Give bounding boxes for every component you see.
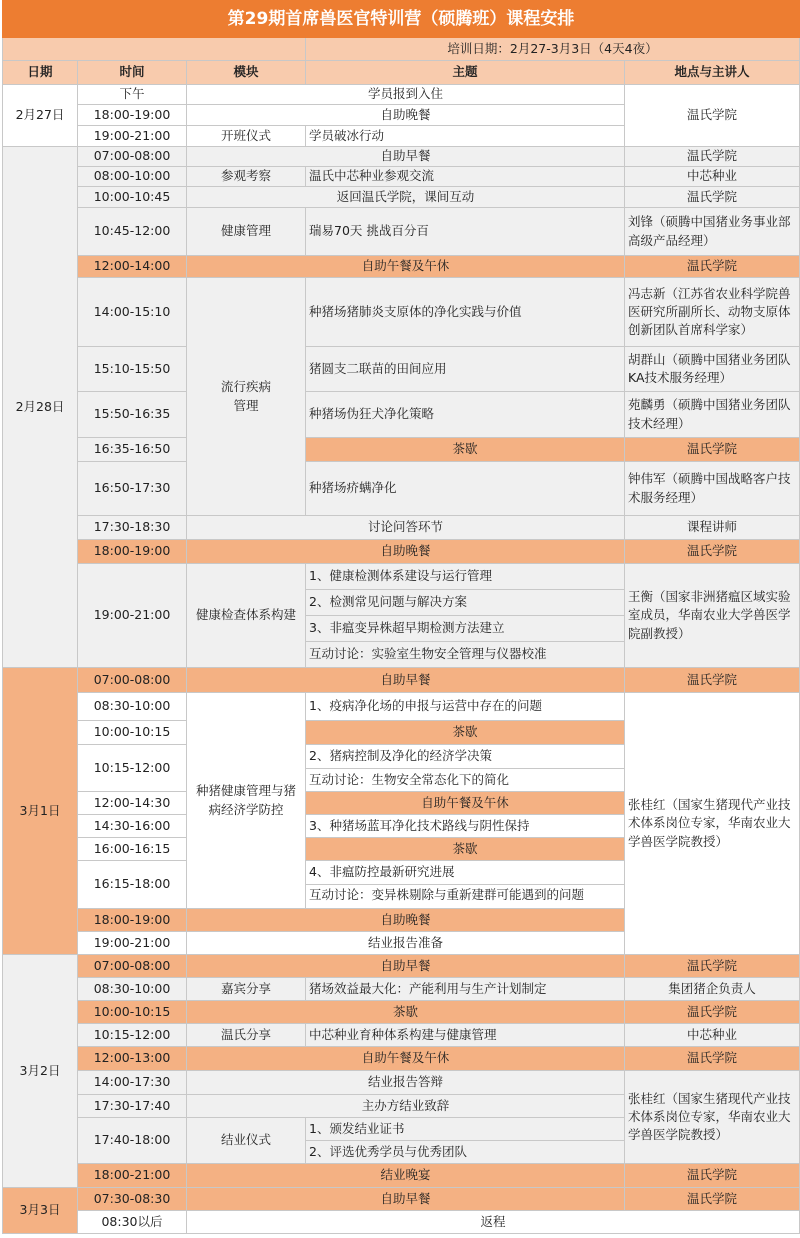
location-cell: 温氏学院: [625, 1047, 800, 1071]
time-cell: 08:30-10:00: [78, 693, 187, 721]
module-cell: 健康管理: [187, 208, 306, 256]
topic-cell: 4、非瘟防控最新研究进展: [306, 861, 625, 885]
topic-cell: 主办方结业致辞: [187, 1095, 625, 1118]
topic-cell: 返程: [187, 1211, 800, 1234]
training-dates: 培训日期：2月27-3月3日（4天4夜）: [306, 38, 800, 61]
location-cell: 温氏学院: [625, 540, 800, 564]
date-cell: 3月1日: [3, 668, 78, 955]
topic-cell: 自助晚餐: [187, 105, 625, 126]
time-cell: 07:30-08:30: [78, 1188, 187, 1211]
date-cell: 3月2日: [3, 955, 78, 1188]
time-cell: 07:00-08:00: [78, 955, 187, 978]
location-cell: 温氏学院: [625, 438, 800, 462]
topic-cell: 2、猪病控制及净化的经济学决策: [306, 745, 625, 769]
topic-cell: 2、检测常见问题与解决方案: [306, 590, 625, 616]
time-cell: 16:35-16:50: [78, 438, 187, 462]
time-cell: 10:15-12:00: [78, 745, 187, 792]
location-cell: 刘锋（硕腾中国猪业务事业部高级产品经理）: [625, 208, 800, 256]
time-cell: 08:00-10:00: [78, 167, 187, 187]
schedule-table: [2, 0, 800, 1234]
topic-cell: 茶歇: [187, 1001, 625, 1024]
time-cell: 10:45-12:00: [78, 208, 187, 256]
topic-cell: 1、健康检测体系建设与运行管理: [306, 564, 625, 590]
time-cell: 07:00-08:00: [78, 668, 187, 693]
time-cell: 19:00-21:00: [78, 126, 187, 147]
location-cell: 张桂红（国家生猪现代产业技术体系岗位专家，华南农业大学兽医学院教授）: [625, 693, 800, 955]
location-cell: 温氏学院: [625, 955, 800, 978]
time-cell: 18:00-19:00: [78, 540, 187, 564]
topic-cell: 自助午餐及午休: [187, 256, 625, 278]
location-cell: 苑麟勇（硕腾中国猪业务团队技术经理）: [625, 392, 800, 438]
header-date: 日期: [3, 61, 78, 85]
time-cell: 08:30以后: [78, 1211, 187, 1234]
time-cell: 18:00-19:00: [78, 909, 187, 932]
module-cell: 嘉宾分享: [187, 978, 306, 1001]
module-cell: 开班仪式: [187, 126, 306, 147]
location-cell: 温氏学院: [625, 668, 800, 693]
time-cell: 08:30-10:00: [78, 978, 187, 1001]
topic-cell: 温氏中芯种业参观交流: [306, 167, 625, 187]
time-cell: 12:00-14:00: [78, 256, 187, 278]
time-cell: 18:00-19:00: [78, 105, 187, 126]
header-time: 时间: [78, 61, 187, 85]
module-cell: 健康检查体系构建: [187, 564, 306, 668]
time-cell: 10:00-10:45: [78, 187, 187, 208]
time-cell: 19:00-21:00: [78, 932, 187, 955]
date-cell: 2月27日: [3, 85, 78, 147]
topic-cell: 互动讨论：生物安全常态化下的简化: [306, 769, 625, 792]
time-cell: 17:30-17:40: [78, 1095, 187, 1118]
topic-cell: 自助午餐及午休: [187, 1047, 625, 1071]
topic-cell: 学员报到入住: [187, 85, 625, 105]
time-cell: 15:50-16:35: [78, 392, 187, 438]
time-cell: 14:00-17:30: [78, 1071, 187, 1095]
location-cell: 中芯种业: [625, 1024, 800, 1047]
time-cell: 19:00-21:00: [78, 564, 187, 668]
time-cell: 12:00-14:30: [78, 792, 187, 815]
topic-cell: 返回温氏学院，课间互动: [187, 187, 625, 208]
topic-cell: 瑞易70天 挑战百分百: [306, 208, 625, 256]
topic-cell: 猪场效益最大化：产能利用与生产计划制定: [306, 978, 625, 1001]
location-cell: 温氏学院: [625, 85, 800, 147]
module-cell: 种猪健康管理与猪病经济学防控: [187, 693, 306, 909]
topic-cell: 1、疫病净化场的申报与运营中存在的问题: [306, 693, 625, 721]
location-cell: 温氏学院: [625, 1001, 800, 1024]
topic-cell: 学员破冰行动: [306, 126, 625, 147]
time-cell: 16:15-18:00: [78, 861, 187, 909]
topic-cell: 结业报告准备: [187, 932, 625, 955]
date-cell: 3月3日: [3, 1188, 78, 1234]
time-cell: 18:00-21:00: [78, 1164, 187, 1188]
time-cell: 07:00-08:00: [78, 147, 187, 167]
location-cell: 冯志新（江苏省农业科学院兽医研究所副所长、动物支原体创新团队首席科学家）: [625, 278, 800, 347]
location-cell: 中芯种业: [625, 167, 800, 187]
topic-cell: 1、颁发结业证书: [306, 1118, 625, 1141]
time-cell: 10:15-12:00: [78, 1024, 187, 1047]
topic-cell: 自助早餐: [187, 1188, 625, 1211]
location-cell: 集团猪企负责人: [625, 978, 800, 1001]
location-cell: 课程讲师: [625, 516, 800, 540]
module-cell: 结业仪式: [187, 1118, 306, 1164]
topic-cell: 自助早餐: [187, 147, 625, 167]
time-cell: 15:10-15:50: [78, 347, 187, 392]
topic-cell: 猪圆支二联苗的田间应用: [306, 347, 625, 392]
location-cell: 钟伟军（硕腾中国战略客户技术服务经理）: [625, 462, 800, 516]
topic-cell: 3、种猪场蓝耳净化技术路线与阴性保持: [306, 815, 625, 838]
topic-cell: 茶歇: [306, 721, 625, 745]
time-cell: 14:00-15:10: [78, 278, 187, 347]
page-title: 第29期首席兽医官特训营（硕腾班）课程安排: [3, 1, 800, 38]
time-cell: 17:40-18:00: [78, 1118, 187, 1164]
module-cell: 参观考察: [187, 167, 306, 187]
time-cell: 12:00-13:00: [78, 1047, 187, 1071]
time-cell: 10:00-10:15: [78, 1001, 187, 1024]
topic-cell: 自助早餐: [187, 668, 625, 693]
location-cell: 温氏学院: [625, 256, 800, 278]
topic-cell: 结业晚宴: [187, 1164, 625, 1188]
time-cell: 16:00-16:15: [78, 838, 187, 861]
topic-cell: 自助午餐及午休: [306, 792, 625, 815]
topic-cell: 2、评选优秀学员与优秀团队: [306, 1141, 625, 1164]
location-cell: 温氏学院: [625, 1164, 800, 1188]
topic-cell: 3、非瘟变异株超早期检测方法建立: [306, 616, 625, 642]
module-cell: 温氏分享: [187, 1024, 306, 1047]
topic-cell: 自助早餐: [187, 955, 625, 978]
time-cell: 16:50-17:30: [78, 462, 187, 516]
topic-text: 互动讨论：变异株剔除与重新建群可能遇到的问题: [309, 886, 585, 902]
topic-cell: 茶歇: [306, 838, 625, 861]
time-cell: 10:00-10:15: [78, 721, 187, 745]
location-cell: 王衡（国家非洲猪瘟区域实验室成员，华南农业大学兽医学院副教授）: [625, 564, 800, 668]
date-cell: 2月28日: [3, 147, 78, 668]
subtitle-spacer: [3, 38, 306, 61]
topic-cell: 种猪场伪狂犬净化策略: [306, 392, 625, 438]
location-cell: 温氏学院: [625, 147, 800, 167]
topic-cell: 互动讨论：实验室生物安全管理与仪器校准: [306, 642, 625, 668]
topic-cell: 种猪场疥螨净化: [306, 462, 625, 516]
topic-cell: 中芯种业育种体系构建与健康管理: [306, 1024, 625, 1047]
location-cell: 胡群山（硕腾中国猪业务团队KA技术服务经理）: [625, 347, 800, 392]
topic-cell: [306, 885, 625, 909]
time-cell: 下午: [78, 85, 187, 105]
location-cell: 温氏学院: [625, 1188, 800, 1211]
topic-cell: 自助晚餐: [187, 540, 625, 564]
time-cell: 17:30-18:30: [78, 516, 187, 540]
location-cell: 张桂红（国家生猪现代产业技术体系岗位专家，华南农业大学兽医学院教授）: [625, 1071, 800, 1164]
topic-cell: 种猪场猪肺炎支原体的净化实践与价值: [306, 278, 625, 347]
time-cell: 14:30-16:00: [78, 815, 187, 838]
module-cell: [187, 278, 306, 516]
header-module: 模块: [187, 61, 306, 85]
header-topic: 主题: [306, 61, 625, 85]
location-cell: 温氏学院: [625, 187, 800, 208]
module-label: 流行疾病管理: [220, 379, 271, 413]
header-location: 地点与主讲人: [625, 61, 800, 85]
topic-cell: 自助晚餐: [187, 909, 625, 932]
topic-cell: 讨论问答环节: [187, 516, 625, 540]
topic-cell: 茶歇: [306, 438, 625, 462]
topic-cell: 结业报告答辩: [187, 1071, 625, 1095]
